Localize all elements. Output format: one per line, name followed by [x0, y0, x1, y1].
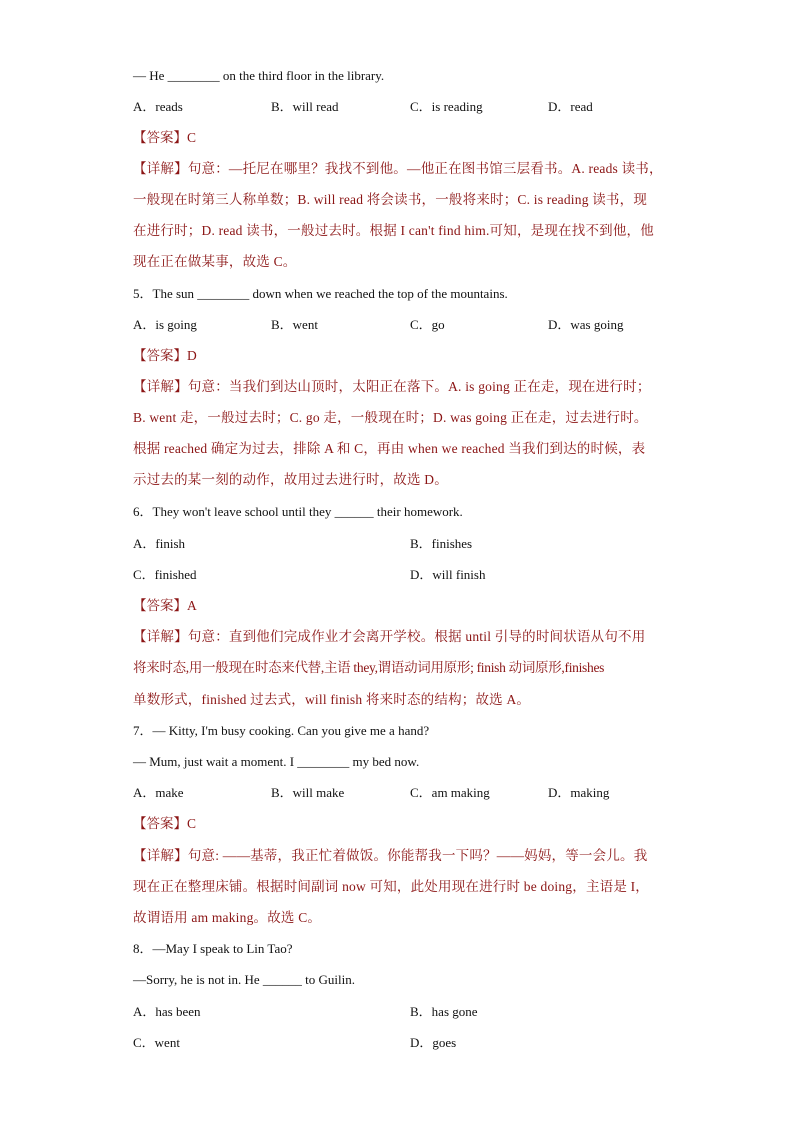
q7-option-a: A．make — [133, 785, 184, 800]
q4-answer-value: C — [187, 130, 197, 145]
q6-option-c: C．finished — [133, 567, 197, 582]
q8-option-a: A．has been — [133, 1004, 201, 1019]
q6-option-b: B．finishes — [410, 536, 473, 551]
q4-option-b: B．will read — [271, 99, 339, 114]
q8-option-b: B．has gone — [410, 1004, 478, 1019]
q8-option-c: C．went — [133, 1035, 180, 1050]
q4-option-a: A．reads — [133, 99, 183, 114]
q6-explanation-line3: 单数形式，finished 过去式，will finish 将来时态的结构；故选 A。 — [133, 692, 531, 707]
q5-explanation-line2: B. went 走，一般过去时；C. go 走，一般现在时；D. was going 正在走，过去进行时。 — [133, 410, 648, 425]
q4-explanation-line1: 【详解】句意：—托尼在哪里？我找不到他。—他正在图书馆三层看书。A. reads 读书， — [133, 161, 663, 176]
q5-explanation-line4: 示过去的某一刻的动作，故用过去进行时，故选 D。 — [133, 472, 448, 487]
q4-explanation-line2: 一般现在时第三人称单数；B. will read 将会读书，一般将来时；C. is reading 读书，现 — [133, 192, 648, 207]
q5-explanation-line3: 根据 reached 确定为过去，排除 A 和 C，再由 when we reached 当我们到达的时候，表 — [133, 441, 646, 456]
q4-option-c: C．is reading — [410, 99, 483, 114]
q5-stem: 5．The sun ________ down when we reached the top of the mountains. — [133, 286, 508, 301]
q4-explanation-line4: 现在正在做某事，故选 C。 — [133, 254, 297, 269]
q6-explanation-line2: 将来时态,用一般现在时态来代替,主语 they,谓语动词用原形; finish 动词原形,finishes — [133, 660, 605, 675]
q4-option-d: D．read — [548, 99, 593, 114]
q5-option-a: A．is going — [133, 317, 197, 332]
q6-option-a: A．finish — [133, 536, 186, 551]
q7-option-b: B．will make — [271, 785, 345, 800]
q7-stem: 7．— Kitty, I'm busy cooking. Can you give me a hand? — [133, 723, 430, 738]
q6-option-d: D．will finish — [410, 567, 486, 582]
q7-explanation-line2: 现在正在整理床铺。根据时间副词 now 可知，此处用现在进行时 be doing，主语是 I， — [133, 879, 650, 894]
q7-option-c: C．am making — [410, 785, 490, 800]
q8-option-d: D．goes — [410, 1035, 457, 1050]
q7-stem-line2: — Mum, just wait a moment. I ________ my bed now. — [133, 754, 420, 769]
q7-answer-value: C — [187, 816, 197, 831]
q5-option-c: C．go — [410, 317, 445, 332]
q5-explanation-line1: 【详解】句意：当我们到达山顶时，太阳正在落下。A. is going 正在走，现在进行时； — [133, 379, 651, 394]
q6-explanation-line1: 【详解】句意：直到他们完成作业才会离开学校。根据 until 引导的时间状语从句不用 — [133, 629, 646, 644]
q7-explanation-line1: 【详解】句意: ——基蒂，我正忙着做饭。你能帮我一下吗？——妈妈，等一会儿。我 — [133, 848, 648, 863]
q7-explanation-line3: 故谓语用 am making。故选 C。 — [133, 910, 322, 925]
q6-answer-value: A — [187, 598, 197, 613]
q7-answer: 【答案】C — [133, 816, 197, 831]
q7-option-d: D．making — [548, 785, 610, 800]
q6-answer: 【答案】A — [133, 598, 197, 613]
q4-answer — [133, 129, 196, 147]
q4-stem-line2: — He ________ on the third floor in the library. — [133, 68, 385, 83]
q8-stem-line2: —Sorry, he is not in. He ______ to Guilin. — [133, 972, 355, 987]
q8-stem: 8．—May I speak to Lin Tao? — [133, 941, 293, 956]
q5-answer-value: D — [187, 348, 197, 363]
q4-explanation-line3: 在进行时；D. read 读书，一般过去时。根据 I can't find him.可知，是现在找不到他，他 — [133, 223, 654, 238]
answer-tag: 【答案】 — [133, 130, 187, 145]
q5-option-d: D．was going — [548, 317, 624, 332]
q5-option-b: B．went — [271, 317, 318, 332]
q6-stem: 6．They won't leave school until they ______ their homework. — [133, 504, 463, 519]
explanation-tag: 【详解】 — [133, 161, 188, 176]
q5-answer: 【答案】D — [133, 348, 197, 363]
